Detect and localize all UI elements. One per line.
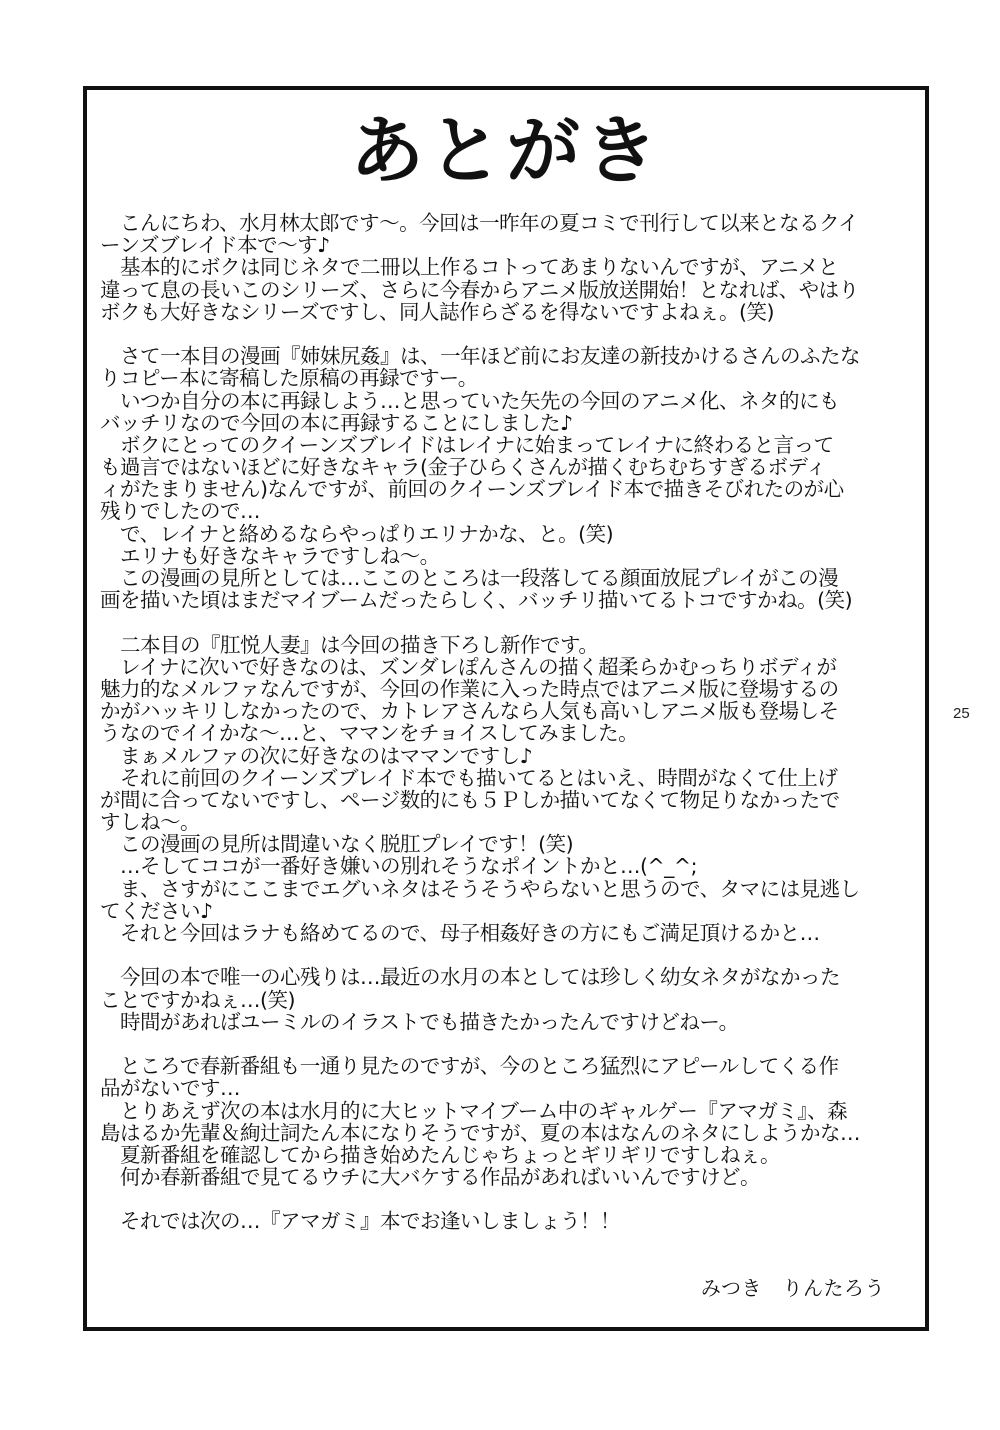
text-line: こんにちわ、水月林太郎です～。今回は一昨年の夏コミで刊行して以来となるクイ bbox=[100, 212, 859, 235]
page-title: あとがき bbox=[350, 108, 662, 194]
text-line: 違って息の長いこのシリーズ、さらに今春からアニメ版放送開始！となれば、やはり bbox=[100, 278, 859, 301]
text-line: ィがたまりません)なんですが、前回のクイーンズブレイド本で描きそびれたのが心 bbox=[100, 478, 844, 501]
paragraph-gap bbox=[100, 611, 922, 633]
text-line: 品がないです… bbox=[100, 1077, 240, 1100]
text-line: 時間があればユーミルのイラストでも描きたかったんですけどねー。 bbox=[100, 1010, 739, 1033]
text-line: それと今回はラナも絡めてるので、母子相姦好きの方にもご満足頂けるかと… bbox=[100, 922, 820, 945]
text-line: まぁメルファの次に好きなのはママンですし♪ bbox=[100, 744, 533, 767]
text-line: ボクも大好きなシリーズですし、同人誌作らざるを得ないですよねぇ。(笑) bbox=[100, 300, 774, 323]
text-line: 夏新番組を確認してから描き始めたんじゃちょっとギリギリですしねぇ。 bbox=[100, 1143, 780, 1167]
text-line: 魅力的なメルファなんですが、今回の作業に入った時点ではアニメ版に登場するの bbox=[100, 677, 839, 701]
text-line: で、レイナと絡めるならやっぱりエリナかな、と。(笑) bbox=[100, 522, 614, 545]
author-signature: みつき りんたろう bbox=[700, 1276, 885, 1300]
text-line: すしね～。 bbox=[100, 811, 200, 834]
text-line: いつか自分の本に再録しよう…と思っていた矢先の今回のアニメ化、ネタ的にも bbox=[100, 389, 839, 412]
afterword-body bbox=[100, 212, 922, 1233]
text-line: それでは次の…『アマガミ』本でお逢いしましょう！！ bbox=[100, 1210, 620, 1233]
text-line: とりあえず次の本は水月的に大ヒットマイブーム中のギャルゲー『アマガミ』、森 bbox=[100, 1099, 848, 1122]
text-line: ことですかねぇ…(笑) bbox=[100, 988, 295, 1011]
text-line: てください♪ bbox=[100, 899, 213, 922]
text-line: エリナも好きなキャラですしね～。 bbox=[100, 544, 440, 567]
text-line: さて一本目の漫画『姉妹尻姦』は、一年ほど前にお友達の新技かけるさんのふたな bbox=[100, 345, 860, 368]
paragraph-gap bbox=[100, 1188, 922, 1210]
text-line: …そしてココが一番好き嫌いの別れそうなポイントかと…(^_^; bbox=[100, 855, 698, 878]
text-line: この漫画の見所は間違いなく脱肛プレイです！(笑) bbox=[100, 833, 574, 856]
text-line: レイナに次いで好きなのは、ズンダレぽんさんの描く超柔らかむっちりボディが bbox=[100, 655, 837, 678]
text-line: ボクにとってのクイーンズブレイドはレイナに始まってレイナに終わると言って bbox=[100, 433, 834, 457]
text-line: かがハッキリしなかったので、カトレアさんなら人気も高いしアニメ版も登場しそ bbox=[100, 700, 839, 723]
text-line: ところで春新番組も一通り見たのですが、今のところ猛烈にアピールしてくる作 bbox=[100, 1055, 839, 1078]
text-line: 基本的にボクは同じネタで二冊以上作るコトってあまりないんですが、アニメと bbox=[100, 256, 839, 279]
text-line: この漫画の見所としては…ここのところは一段落してる顔面放屁プレイがこの漫 bbox=[100, 567, 839, 590]
text-line: も過言ではないほどに好きなキャラ(金子ひらくさんが描くむちむちすぎるボディ bbox=[100, 456, 826, 479]
afterword-frame bbox=[83, 86, 929, 1331]
paragraph-gap bbox=[100, 323, 922, 345]
text-line: ま、さすがにここまでエグいネタはそうそうやらないと思うので、タマには見逃し bbox=[100, 877, 860, 900]
text-line: 二本目の『肛悦人妻』は今回の描き下ろし新作です。 bbox=[100, 633, 599, 656]
text-line: それに前回のクイーンズブレイド本でも描いてるとはいえ、時間がなくて仕上げ bbox=[100, 766, 838, 789]
text-line: 残りでしたので… bbox=[100, 500, 260, 523]
paragraph-gap bbox=[100, 944, 922, 966]
paragraph-gap bbox=[100, 1033, 922, 1055]
text-line: りコピー本に寄稿した原稿の再録ですー。 bbox=[100, 367, 478, 390]
text-line: が間に合ってないですし、ページ数的にも５Ｐしか描いてなくて物足りなかったで bbox=[100, 788, 840, 812]
text-line: 島はるか先輩＆絢辻詞たん本になりそうですが、夏の本はなんのネタにしようかな… bbox=[100, 1121, 860, 1144]
text-line: 何か春新番組で見てるウチに大バケする作品があればいいんですけど。 bbox=[100, 1166, 760, 1189]
text-line: うなのでイイかな～…と、ママンをチョイスしてみました。 bbox=[100, 722, 639, 745]
text-line: 画を描いた頃はまだマイブームだったらしく、バッチリ描いてるトコですかね。(笑) bbox=[100, 589, 853, 612]
page-number: 25 bbox=[953, 705, 970, 722]
text-line: ーンズブレイド本で～す♪ bbox=[100, 234, 330, 257]
text-line: バッチリなので今回の本に再録することにしました♪ bbox=[100, 411, 573, 434]
text-line: 今回の本で唯一の心残りは…最近の水月の本としては珍しく幼女ネタがなかった bbox=[100, 966, 840, 989]
